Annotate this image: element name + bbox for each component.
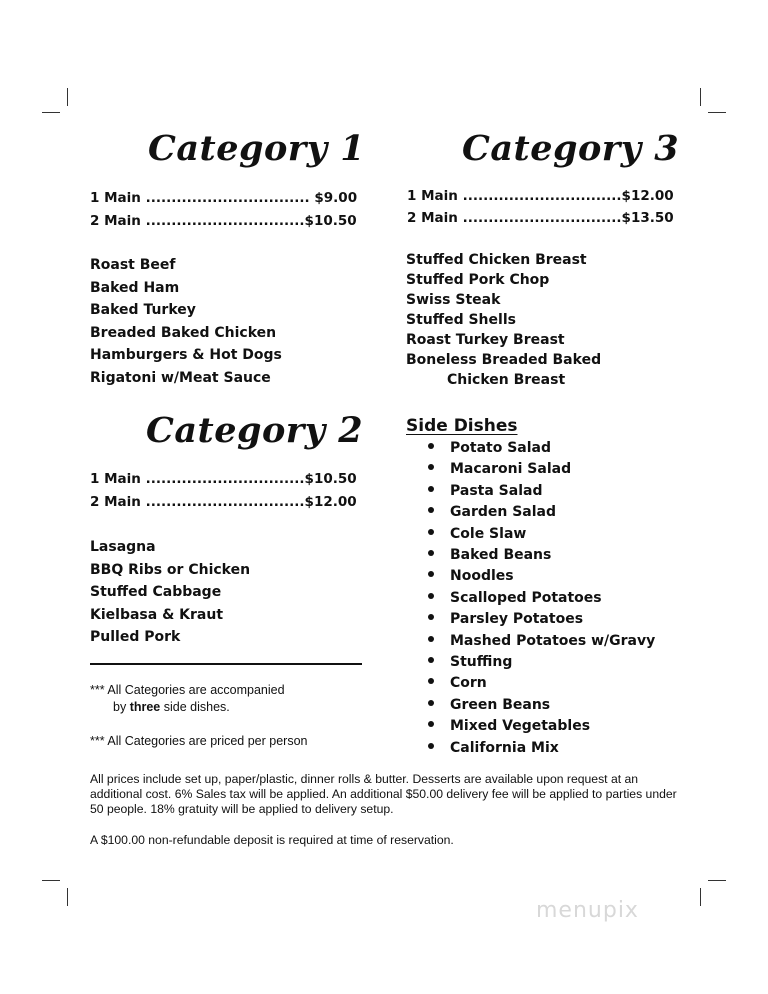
bullet-icon [428,550,434,556]
side-dish-item [428,547,551,563]
bullet-icon [428,443,434,449]
category-2-price-2-main: 2 Main ...............................$12.00 [90,494,357,510]
crop-mark-top-left-v [67,88,68,106]
crop-mark-top-right-v [700,88,701,106]
menupix-watermark: menupix [536,898,639,923]
crop-mark-top-left-h [42,112,60,113]
crop-mark-bottom-left-h [42,880,60,881]
bullet-icon [428,614,434,620]
side-dish-item [428,654,512,670]
side-dish-item [428,568,514,584]
category-2-item: Stuffed Cabbage [90,584,222,600]
crop-mark-top-right-h [708,112,726,113]
side-dish-label: Cole Slaw [450,525,527,542]
pricing-terms: All prices include set up, paper/plastic, dinner rolls & butter. Desserts are available upon request at an additional cost. 6% Sales tax will be applied. An additional $50.00 delivery fee will be applied to parties under 50 people. 18% gratuity will be applied to delivery setup. [90,772,677,816]
category-3-item-continued: Chicken Breast [447,372,566,388]
side-dish-label: Mashed Potatoes w/Gravy [450,632,656,649]
category-3-item: Stuffed Chicken Breast [406,252,587,268]
category-1-item: Roast Beef [90,257,176,273]
category-3-price-1-main: 1 Main ...............................$12.00 [407,188,674,204]
category-2-item: Lasagna [90,539,156,555]
bullet-icon [428,636,434,642]
crop-mark-bottom-left-v [67,888,68,906]
category-3-price-2-main: 2 Main ...............................$13.50 [407,210,674,226]
side-dish-label: Garden Salad [450,504,556,521]
bullet-icon [428,571,434,577]
side-dish-label: Mixed Vegetables [450,718,591,735]
category-2-item: Kielbasa & Kraut [90,607,224,623]
category-2-title: Category 2 [146,410,364,451]
accompaniment-note-suffix: side dishes. [160,700,230,714]
accompaniment-note-prefix: by [113,700,130,714]
bullet-icon [428,657,434,663]
crop-mark-bottom-right-h [708,880,726,881]
category-3-item: Roast Turkey Breast [406,332,565,348]
bullet-icon [428,529,434,535]
category-2-item: Pulled Pork [90,629,181,645]
category-1-title: Category 1 [148,128,366,169]
side-dish-item [428,590,602,606]
category-3-item: Stuffed Shells [406,312,516,328]
category-2-item: BBQ Ribs or Chicken [90,562,251,578]
side-dish-item [428,611,583,627]
bullet-icon [428,486,434,492]
crop-mark-bottom-right-v [700,888,701,906]
side-dish-label: California Mix [450,739,559,756]
side-dish-item [428,483,542,499]
category-3-item: Stuffed Pork Chop [406,272,550,288]
side-dish-item [428,526,526,542]
side-dish-label: Pasta Salad [450,482,543,499]
side-dish-label: Corn [450,675,487,692]
accompaniment-note-line-2 [113,700,230,714]
bullet-icon [428,507,434,513]
side-dish-label: Macaroni Salad [450,461,572,478]
side-dish-item [428,740,559,756]
three-emphasis: three [129,700,161,714]
side-dish-label: Green Beans [450,696,551,713]
side-dish-label: Noodles [450,568,514,585]
side-dish-label: Stuffing [450,654,513,670]
side-dish-label: Scalloped Potatoes [450,589,602,606]
category-1-price-2-main: 2 Main ...............................$10.50 [90,213,357,229]
side-dish-label: Baked Beans [450,547,552,563]
side-dish-item [428,504,556,520]
section-divider [90,663,362,665]
side-dish-item [428,440,551,456]
side-dishes-title: Side Dishes [406,416,518,436]
category-3-item: Boneless Breaded Baked [406,352,602,368]
category-1-item: Breaded Baked Chicken [90,325,277,341]
category-3-title: Category 3 [462,128,680,169]
category-1-item: Hamburgers & Hot Dogs [90,347,282,363]
category-1-item: Baked Turkey [90,302,196,318]
accompaniment-note: *** All Categories are accompanied [90,683,285,697]
bullet-icon [428,464,434,470]
side-dish-label: Potato Salad [450,440,552,456]
side-dish-item [428,697,550,713]
bullet-icon [428,678,434,684]
category-1-price-1-main: 1 Main ................................ $9.00 [90,190,358,206]
side-dish-item [428,633,655,649]
bullet-icon [428,743,434,749]
bullet-icon [428,700,434,706]
per-person-note: *** All Categories are priced per person [90,734,308,748]
bullet-icon [428,593,434,599]
category-1-item: Baked Ham [90,280,180,296]
bullet-icon [428,721,434,727]
category-3-item: Swiss Steak [406,292,501,308]
deposit-terms: A $100.00 non-refundable deposit is required at time of reservation. [90,833,454,847]
side-dish-item [428,461,571,477]
side-dish-label: Parsley Potatoes [450,611,584,628]
category-2-price-1-main: 1 Main ...............................$10.50 [90,471,357,487]
side-dish-item [428,675,487,691]
side-dish-item [428,718,590,734]
category-1-item: Rigatoni w/Meat Sauce [90,370,271,386]
